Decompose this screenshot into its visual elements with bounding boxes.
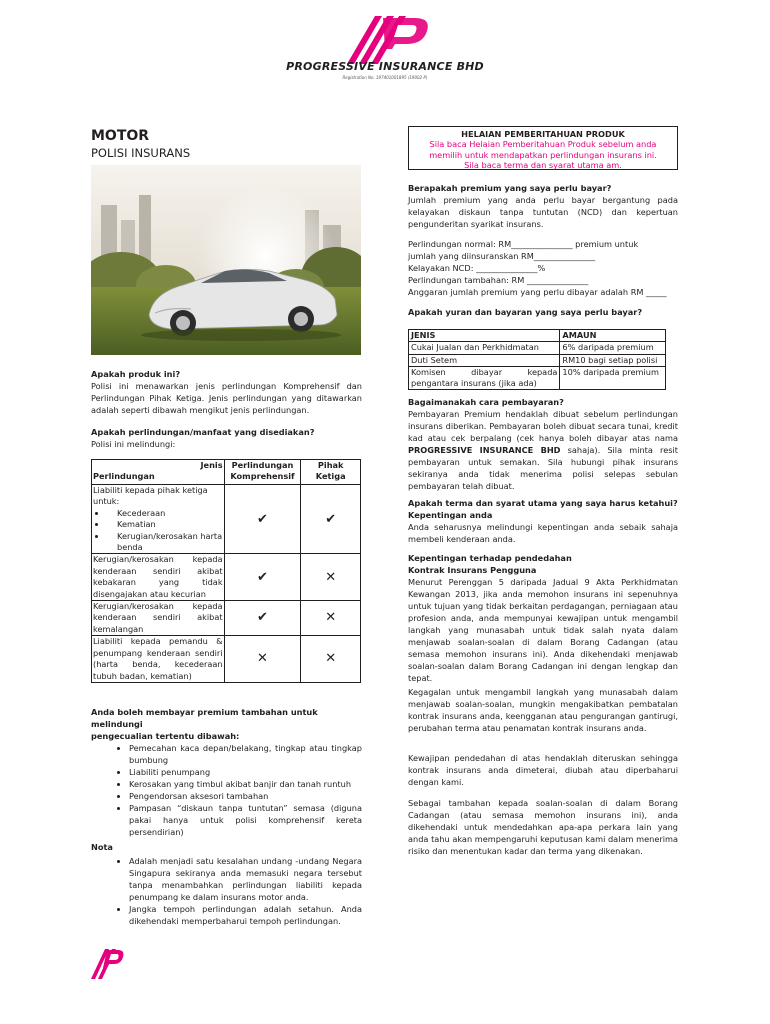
question-fees: Apakah yuran dan bayaran yang saya perlu bayar?: [408, 307, 643, 317]
row-cell-accident: Kerugian/kerosakan kepada kenderaan sendiri akibat kemalangan: [93, 601, 223, 634]
fee-amount: 6% daripada premium: [560, 342, 666, 354]
section-additional: [408, 797, 678, 857]
registration-number: Registration No. 197401001895 (19002-P): [342, 75, 428, 80]
table-row: [409, 354, 666, 366]
premium-form: [408, 238, 678, 298]
nota-list: [91, 855, 362, 927]
extra-premium-list: [91, 742, 362, 838]
company-logo: [335, 14, 435, 66]
extra-premium-title-line2: pengecualian tertentu dibawah:: [91, 731, 240, 741]
premium-form-line: Anggaran jumlah premium yang perlu dibayar adalah RM _____: [408, 287, 667, 297]
answer-premium: Jumlah premium yang anda perlu bayar bergantung pada kelayakan diskaun tanpa tuntutan (NCD) dan kepertuan pengunderitan syarikat insurans.: [408, 195, 678, 229]
additional-body: Sebagai tambahan kepada soalan-soalan di dalam Borang Cadangan (atau semasa memohon insurans ini), anda dikehendaki untuk mendedahkan apa-apa perkara lain yang anda tahu akan mempengaruhi keputusan kami dalam menerima risiko dan menentukan kadar dan terma yang dikenakan.: [408, 798, 678, 856]
list-item: • Kerosakan yang timbul akibat banjir dan tanah runtuh: [129, 778, 362, 790]
notice-title: HELAIAN PEMBERITAHUAN PRODUK: [461, 129, 625, 139]
fee-type: Duti Setem: [409, 354, 560, 366]
header-jenis-perlindungan: [92, 460, 225, 485]
coverage-table-header: [92, 460, 361, 485]
section-failure: [408, 686, 678, 734]
notice-line: Sila baca Helaian Pemberitahuan Produk sebelum anda: [429, 139, 657, 150]
table-row: [92, 554, 361, 601]
disclosure-subtitle: Kontrak Insurans Pengguna: [408, 565, 537, 575]
answer-payment: [408, 408, 678, 492]
payment-text: sahaja). Sila minta resit pembayaran untuk semakan. Sila hubungi pihak insurans sekiranya anda tidak menerima polisi selepas sebulan pembayaran telah dibuat.: [408, 445, 678, 491]
table-row: [92, 601, 361, 636]
extra-premium-title-line1: Anda boleh membayar premium tambahan untuk melindungi: [91, 707, 318, 729]
fee-amount: 10% daripada premium: [560, 366, 666, 390]
section-nota: [91, 841, 362, 927]
cross-mark: ✕: [301, 554, 361, 601]
list-item: • Pampasan “diskaun tanpa tuntutan” semasa (diguna pakai hanya untuk polisi komprehensif kereta persendirian): [129, 802, 362, 838]
product-subtitle: POLISI INSURANS: [91, 146, 191, 160]
check-mark: ✔: [224, 601, 301, 636]
row-text: Liabiliti kepada pihak ketiga untuk:: [93, 485, 208, 507]
answer-product: Polisi ini menawarkan jenis perlindungan Komprehensif dan Perlindungan Pihak Ketiga. Jenis perlindungan yang ditawarkan adalah seperti dibawah mengikut jenis perlindungan.: [91, 381, 362, 415]
terms-interest-title: Kepentingan anda: [408, 510, 493, 520]
nota-title: Nota: [91, 842, 113, 852]
premium-form-line: Kelayakan NCD: _______________%: [408, 263, 546, 273]
question-terms: Apakah terma dan syarat utama yang saya harus ketahui?: [408, 498, 678, 508]
premium-form-line: Perlindungan normal: RM_______________ premium untuk: [408, 239, 639, 249]
list-item: • Pemecahan kaca depan/belakang, tingkap atau tingkap bumbung: [129, 742, 362, 766]
section-duty: [408, 752, 678, 788]
question-product: Apakah produk ini?: [91, 369, 181, 379]
header-amaun: AMAUN: [560, 330, 666, 342]
cross-mark: ✕: [301, 636, 361, 683]
header-jenis: JENIS: [409, 330, 560, 342]
header-comprehensive: Perlindungan Komprehensif: [224, 460, 301, 485]
section-payment: [408, 396, 678, 492]
header-jenis: Jenis: [200, 460, 223, 470]
section-fees: [408, 306, 678, 318]
fee-type: Komisen dibayar kepada pengantara insurans (jika ada): [409, 366, 560, 390]
section-extra-premium: [91, 706, 362, 838]
table-row: [92, 636, 361, 683]
table-row: [409, 342, 666, 354]
terms-interest-body: Anda seharusnya melindungi kepentingan anda sebaik sahaja membeli kenderaan anda.: [408, 522, 678, 544]
list-item: • Adalah menjadi satu kesalahan undang -undang Negara Singapura sekiranya anda memasuki negara tersebut tanpa menambahkan perlindungan liabiliti kepada penumpang ke dalam insurans motor anda.: [129, 855, 362, 903]
coverage-table: [91, 459, 361, 683]
check-mark: ✔: [224, 554, 301, 601]
fee-amount: RM10 bagi setiap polisi: [560, 354, 666, 366]
notice-box: [408, 126, 678, 170]
cross-mark: ✕: [224, 636, 301, 683]
row-cell-liability: [92, 485, 225, 554]
table-row: [92, 485, 361, 554]
list-item: • Pengendorsan aksesori tambahan: [129, 790, 362, 802]
section-terms: [408, 497, 678, 545]
premium-form-line: jumlah yang diinsuranskan RM_______________: [408, 251, 596, 261]
notice-line: Sila baca terma dan syarat utama am.: [464, 160, 622, 171]
failure-body: Kegagalan untuk mengambil langkah yang munasabah dalam menjawab soalan-soalan, mungkin mengakibatkan pembatalan kontrak insurans anda, keengganan atau pengurangan gantirugi, perubahan terma atau penamatan kontrak insurans anda.: [408, 687, 678, 733]
check-mark: ✔: [301, 485, 361, 554]
section-premium: [408, 182, 678, 230]
header-perlindungan: Perlindungan: [93, 471, 155, 482]
liability-list: [93, 508, 223, 554]
question-premium: Berapakah premium yang saya perlu bayar?: [408, 183, 612, 193]
list-item: • Jangka tempoh perlindungan adalah setahun. Anda dikehendaki memperbaharui tempoh perlindungan.: [129, 903, 362, 927]
cross-mark: ✕: [301, 601, 361, 636]
section-coverage: [91, 426, 362, 450]
row-cell-fire-theft: Kerugian/kerosakan kepada kenderaan sendiri akibat kebakaran yang tidak disengajakan atau kecurian: [93, 554, 223, 599]
payment-text: Pembayaran Premium hendaklah dibuat sebelum perlindungan insurans diberikan. Pembayaran boleh dibuat secara tunai, kredit kad atau cek berpalang (cek hanya boleh dibayar atas nama: [408, 409, 678, 443]
payment-company: PROGRESSIVE INSURANCE BHD: [408, 445, 561, 455]
section-product: [91, 368, 362, 416]
fees-table: [408, 329, 666, 390]
notice-line: memilih untuk mendapatkan perlindungan insurans ini.: [429, 149, 657, 160]
list-item: • Kematian: [107, 519, 223, 530]
premium-form-line: Perlindungan tambahan: RM _______________: [408, 275, 589, 285]
company-name: PROGRESSIVE INSURANCE BHD: [286, 60, 484, 73]
fee-type: Cukai Jualan dan Perkhidmatan: [409, 342, 560, 354]
answer-coverage: Polisi ini melindungi:: [91, 439, 176, 449]
list-item: • Kecederaan: [107, 508, 223, 519]
disclosure-title: Kepentingan terhadap pendedahan: [408, 553, 572, 563]
table-row: [409, 366, 666, 390]
list-item: • Liabiliti penumpang: [129, 766, 362, 778]
car-illustration: [91, 165, 361, 355]
question-payment: Bagaimanakah cara pembayaran?: [408, 397, 564, 407]
row-cell-driver-passenger: Liabiliti kepada pemandu & penumpang kenderaan sendiri (harta benda, kecederaan tubuh badan, kematian): [93, 636, 223, 681]
product-title: MOTOR: [91, 128, 150, 144]
disclosure-body: Menurut Perenggan 5 daripada Jadual 9 Akta Perkhidmatan Kewangan 2013, jika anda memohon insurans ini sepenuhnya untuk tujuan yang tidak berkaitan perdagangan, perniagaan atau profesion anda, anda mempunyai kewajipan untuk mengambil langkah yang munasabah untuk tidak salah nyata dalam menjawab soalan-soalan di dalam Borang Cadangan (atau semasa memohon insurans ini). Anda dikehendaki menjawab soalan-soalan dalam Borang Cadangan ini dengan lengkap dan tepat.: [408, 577, 678, 683]
footer-logo: [89, 948, 125, 980]
list-item: • Kerugian/kerosakan harta benda: [107, 531, 223, 554]
header-third-party: Pihak Ketiga: [301, 460, 361, 485]
fees-table-header: [409, 330, 666, 342]
check-mark: ✔: [224, 485, 301, 554]
question-coverage: Apakah perlindungan/manfaat yang disediakan?: [91, 427, 315, 437]
duty-body: Kewajipan pendedahan di atas hendaklah diteruskan sehingga kontrak insurans anda dimeterai, diubah atau diperbaharui dengan kami.: [408, 753, 678, 787]
section-disclosure: [408, 552, 678, 684]
